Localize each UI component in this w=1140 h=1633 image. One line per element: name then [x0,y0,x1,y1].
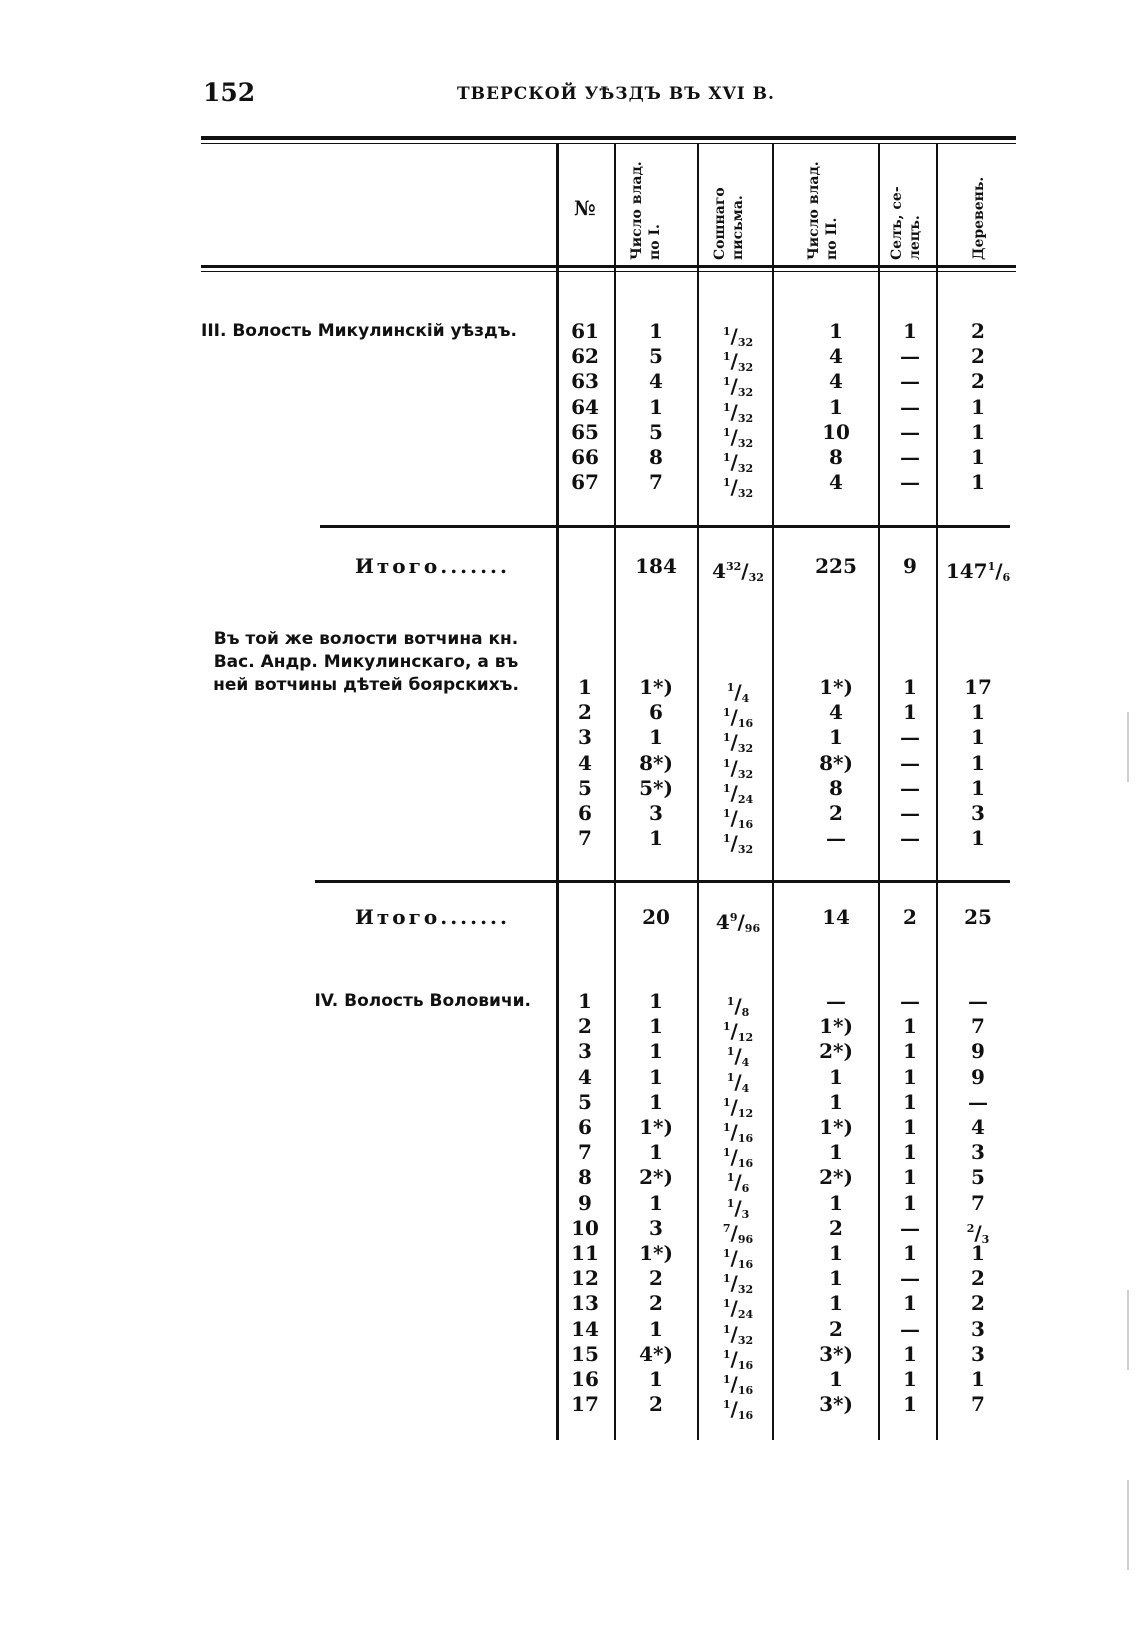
table-cell-text: $^1/_3$ [726,1195,750,1221]
column-rule-owners-1 [614,880,616,1440]
table-cell-text: 1*) [639,1241,673,1265]
table-cell-text: 7 [971,1392,985,1417]
table-cell-text: — [900,445,920,469]
section-label: III. Волость Микулинскій уѣздъ. [201,321,517,341]
table-cell-text: 1 [903,319,917,343]
table-cell-text: 1 [649,1367,663,1391]
table-cell-text: 2 [829,1215,843,1240]
table-cell-text: $^1/_{32}$ [722,730,754,756]
table-cell-text: — [900,801,920,825]
table-cell-text: 2 [578,1014,592,1039]
table-cell-text: $^1/_{12}$ [722,1094,754,1120]
table-cell-text: 2*) [819,1039,853,1064]
column-rule-selo [878,880,880,1440]
table-cell-text: 1 [649,1089,663,1114]
table-cell-text: 2*) [819,1165,853,1190]
table-cell-text: 1 [903,1392,917,1417]
header-selo: Селъ, се- лецъ. [889,186,923,260]
total-cell-text: 14 [822,905,850,929]
table-cell-text: 4 [829,470,843,495]
table-cell-text: 4 [829,369,843,394]
table-cell-text: — [900,470,920,495]
table-cell-text: 5 [649,344,663,369]
table-cell-text: 1 [903,1064,917,1089]
table-cell-text: 3 [649,801,663,825]
table-cell-text: 1*) [819,675,853,699]
table-cell-text: $^1/_{16}$ [722,1346,754,1372]
column-rule-number [556,880,559,1440]
section-label: Въ той же волости вотчина кн. Вас. Андр. Микулинскаго, а въ ней вотчины дѣтей боярскихъ. [213,629,519,695]
column-rule-number [556,525,559,880]
table-cell-text: $^1/_{32}$ [722,1321,754,1347]
table-cell-text: 15 [571,1341,599,1366]
total-cell-text: $4^{32}/_{32}$ [712,559,764,584]
table-cell-text: 6 [649,700,663,725]
table-cell-text: 4 [971,1115,985,1139]
table-cell-text: 3 [578,1039,592,1064]
table-cell-text: $^1/_{32}$ [722,399,754,425]
table-cell-text: 1 [971,826,985,851]
table-cell-text: 1 [829,319,843,343]
table-cell-text: 2 [971,369,985,394]
table-cell-text: 1 [649,725,663,750]
table-cell-text: 1 [578,989,592,1013]
table-cell-text: 4 [578,750,592,775]
table-cell-text: 4 [578,1064,592,1089]
column-rule-number [556,144,559,525]
column-rule-sokha [697,144,699,525]
table-cell-text: — [900,826,920,851]
column-rule-sokha [697,525,699,880]
table-cell-text: 1 [971,725,985,750]
table-cell-text: $^1/_8$ [726,994,750,1019]
table-cell-text: 1*) [639,1115,673,1139]
table-cell-text: $^1/_{32}$ [722,424,754,450]
total-cell-text: $147^1/_6$ [945,559,1011,584]
table-cell-text: 1 [649,1316,663,1341]
table-cell-text: 1 [649,319,663,343]
column-rule-selo [878,144,880,525]
table-cell-text: 2 [829,801,843,825]
table-cell-text: 2 [971,1266,985,1291]
table-cell-text: $^1/_4$ [726,1069,750,1095]
column-rule-owners-2 [772,144,774,525]
table-cell-text: 1 [649,394,663,419]
column-rule-selo [878,525,880,880]
table-cell-text: 8*) [819,750,853,775]
table-cell-text: 1 [971,750,985,775]
table-cell-text: 8 [829,445,843,469]
table-cell-text: 1 [649,1190,663,1215]
table-cell-text: 1 [829,1064,843,1089]
table-cell-text: 1 [971,1367,985,1391]
table-cell-text: — [968,989,988,1013]
table-cell-text: 5 [578,1089,592,1114]
table-cell-text: 1*) [819,1115,853,1139]
table-cell-text: 3 [971,1341,985,1366]
table-cell-text: 63 [571,369,599,394]
table-cell-text: 8 [649,445,663,469]
scan-edge [1127,712,1129,782]
table-cell-text: 5 [971,1165,985,1190]
table-cell-text: 7 [578,1140,592,1165]
table-cell-text: — [900,1266,920,1291]
table-cell-text: 8*) [639,750,673,775]
table-cell-text: $^1/_{32}$ [722,450,754,475]
header-top-rule [201,136,1016,140]
table-cell-text: 1 [903,1341,917,1366]
table-cell-text: — [900,750,920,775]
table-cell-text: 1 [829,1291,843,1316]
table-cell-text: 1 [649,989,663,1013]
table-cell-text: $^1/_{32}$ [722,475,754,501]
header-bottom-rule [201,265,1016,268]
table-cell-text: 1 [578,675,592,699]
table-cell-text: 3 [578,725,592,750]
table-cell-text: — [826,826,846,851]
table-cell-text: 1 [829,725,843,750]
section-label: IV. Волость Воловичи. [314,991,531,1011]
table-cell-text: 14 [571,1316,599,1341]
total-cell-text: 25 [964,905,992,929]
table-cell-text: 1 [903,1291,917,1316]
header-top-rule-thin [201,143,1016,144]
table-cell-text: 9 [971,1064,985,1089]
table-cell-text: 2 [971,1291,985,1316]
table-cell-text: 1 [971,445,985,469]
table-cell-text: — [900,344,920,369]
table-cell-text: 16 [571,1367,599,1391]
table-cell-text: $^1/_{12}$ [722,1019,754,1045]
table-cell-text: — [900,394,920,419]
table-cell-text: $^1/_{16}$ [722,1120,754,1145]
column-rule-owners-1 [614,525,616,880]
header-derevni: Деревень. [971,176,987,260]
table-cell-text: 11 [571,1241,599,1265]
table-cell-text: — [900,419,920,444]
header-sokha: Сошнаго письма. [712,187,746,260]
table-cell-text: $^1/_{32}$ [722,324,754,349]
table-cell-text: 1 [903,675,917,699]
table-cell-text: 1 [903,700,917,725]
table-cell-text: 9 [578,1190,592,1215]
table-cell-text: 1 [903,1165,917,1190]
table-cell-text: $^1/_4$ [726,1044,750,1070]
table-cell-text: 1 [971,775,985,800]
header-owners-2: Число влад. по II. [806,161,840,260]
table-cell-text: 2 [829,1316,843,1341]
table-cell-text: 1 [829,1367,843,1391]
total-cell-text: 225 [815,554,857,578]
table-cell-text: 3 [971,1316,985,1341]
total-cell-text: $4^9/_{96}$ [715,910,761,935]
table-cell-text: $^1/_{16}$ [722,1145,754,1171]
total-cell-text: 9 [903,554,917,578]
table-cell-text: 2 [578,700,592,725]
table-cell-text: 3*) [819,1392,853,1417]
running-title: ТВЕРСКОЙ УѢЗДЪ ВЪ XVI В. [457,84,775,104]
table-cell-text: 5 [578,775,592,800]
table-cell-text: $^1/_{16}$ [722,705,754,731]
table-cell-text: 2 [649,1291,663,1316]
table-cell-text: — [900,1215,920,1240]
table-cell-text: 1 [903,1190,917,1215]
table-cell-text: 1 [903,1089,917,1114]
table-cell-text: $^1/_{32}$ [722,831,754,857]
column-rule-owners-2 [772,525,774,880]
column-rule-sokha [697,880,699,1440]
table-cell-text: $^7/_{96}$ [722,1220,754,1246]
header-number: № [574,196,596,220]
table-cell-text: 1 [903,1014,917,1039]
table-cell-text: 1 [971,700,985,725]
table-cell-text: $^1/_{16}$ [722,1397,754,1423]
table-cell-text: 1 [829,1266,843,1291]
table-cell-text: 1 [903,1140,917,1165]
table-cell-text: — [900,1316,920,1341]
table-cell-text: 2*) [639,1165,673,1190]
table-cell-text: 6 [578,801,592,825]
table-cell-text: $^1/_6$ [726,1170,750,1196]
scan-edge [1127,1290,1129,1370]
table-cell-text: 1 [829,394,843,419]
table-cell-text: 1 [829,1089,843,1114]
total-cell-text: 20 [642,905,670,929]
total-rule [320,525,1010,528]
table-cell-text: 4 [829,700,843,725]
table-cell-text: $^1/_{32}$ [722,374,754,400]
table-cell-text: $^1/_{24}$ [722,1296,754,1322]
table-cell-text: 1*) [819,1014,853,1039]
table-cell-text: 1 [649,1064,663,1089]
table-cell-text: 4 [649,369,663,394]
column-rule-owners-1 [614,144,616,525]
table-cell-text: 4*) [639,1341,673,1366]
table-cell-text: 3 [971,801,985,825]
table-cell-text: 1 [971,1241,985,1265]
table-cell-text: 1 [829,1190,843,1215]
table-cell-text: 1 [649,1014,663,1039]
table-cell-text: 7 [971,1014,985,1039]
table-cell-text: 61 [571,319,599,343]
table-cell-text: $^1/_4$ [726,680,750,705]
table-cell-text: 3 [971,1140,985,1165]
table-cell-text: 12 [571,1266,599,1291]
table-cell-text: 1 [971,419,985,444]
table-cell-text: 2 [971,344,985,369]
table-cell-text: 1 [829,1241,843,1265]
table-cell-text: $^1/_{32}$ [722,1271,754,1297]
table-cell-text: $^2/_3$ [966,1220,990,1246]
table-cell-text: — [900,775,920,800]
table-cell-text: 1 [829,1140,843,1165]
header-owners-1: Число влад. по I. [629,161,663,260]
table-cell-text: 7 [649,470,663,495]
table-cell-text: 6 [578,1115,592,1139]
table-cell-text: 17 [964,675,992,699]
table-cell-text: 1 [903,1115,917,1139]
table-cell-text: 62 [571,344,599,369]
table-cell-text: — [900,989,920,1013]
table-cell-text: $^1/_{16}$ [722,806,754,831]
table-cell-text: 8 [578,1165,592,1190]
column-rule-derevni [936,144,938,525]
table-cell-text: 1 [649,1140,663,1165]
table-cell-text: 1 [903,1241,917,1265]
table-cell-text: — [968,1089,988,1114]
table-cell-text: 67 [571,470,599,495]
total-label: Итого....... [355,905,510,929]
table-cell-text: 1 [649,1039,663,1064]
table-cell-text: 5*) [639,775,673,800]
table-cell-text: 10 [822,419,850,444]
table-cell-text: 2 [971,319,985,343]
table-cell-text: 3 [649,1215,663,1240]
table-cell-text: 1 [971,470,985,495]
column-rule-derevni [936,525,938,880]
header-bottom-rule-thin [201,271,1016,272]
table-cell-text: 7 [971,1190,985,1215]
table-cell-text: 4 [829,344,843,369]
table-cell-text: 3*) [819,1341,853,1366]
table-cell-text: — [900,369,920,394]
table-cell-text: 1 [903,1039,917,1064]
table-cell-text: $^1/_{16}$ [722,1372,754,1397]
total-cell-text: 184 [635,554,677,578]
total-rule [315,880,1010,883]
table-cell-text: 2 [649,1392,663,1417]
table-cell-text: 10 [571,1215,599,1240]
page-number: 152 [203,78,256,107]
table-cell-text: 17 [571,1392,599,1417]
table-cell-text: 9 [971,1039,985,1064]
total-cell-text: 2 [903,905,917,929]
table-cell-text: 66 [571,445,599,469]
total-label: Итого....... [355,554,510,578]
scan-edge [1127,1480,1129,1570]
table-cell-text: 1 [649,826,663,851]
table-cell-text: 8 [829,775,843,800]
table-cell-text: $^1/_{24}$ [722,780,754,806]
table-cell-text: $^1/_{32}$ [722,349,754,375]
column-rule-derevni [936,880,938,1440]
table-cell-text: 1 [971,394,985,419]
table-cell-text: 2 [649,1266,663,1291]
column-rule-owners-2 [772,880,774,1440]
table-cell-text: 7 [578,826,592,851]
table-cell-text: 13 [571,1291,599,1316]
table-cell-text: — [900,725,920,750]
table-cell-text: 65 [571,419,599,444]
table-cell-text: 1 [903,1367,917,1391]
table-cell-text: 64 [571,394,599,419]
table-cell-text: 5 [649,419,663,444]
table-cell-text: $^1/_{16}$ [722,1246,754,1271]
table-cell-text: $^1/_{32}$ [722,755,754,781]
table-cell-text: — [826,989,846,1013]
table-cell-text: 1*) [639,675,673,699]
